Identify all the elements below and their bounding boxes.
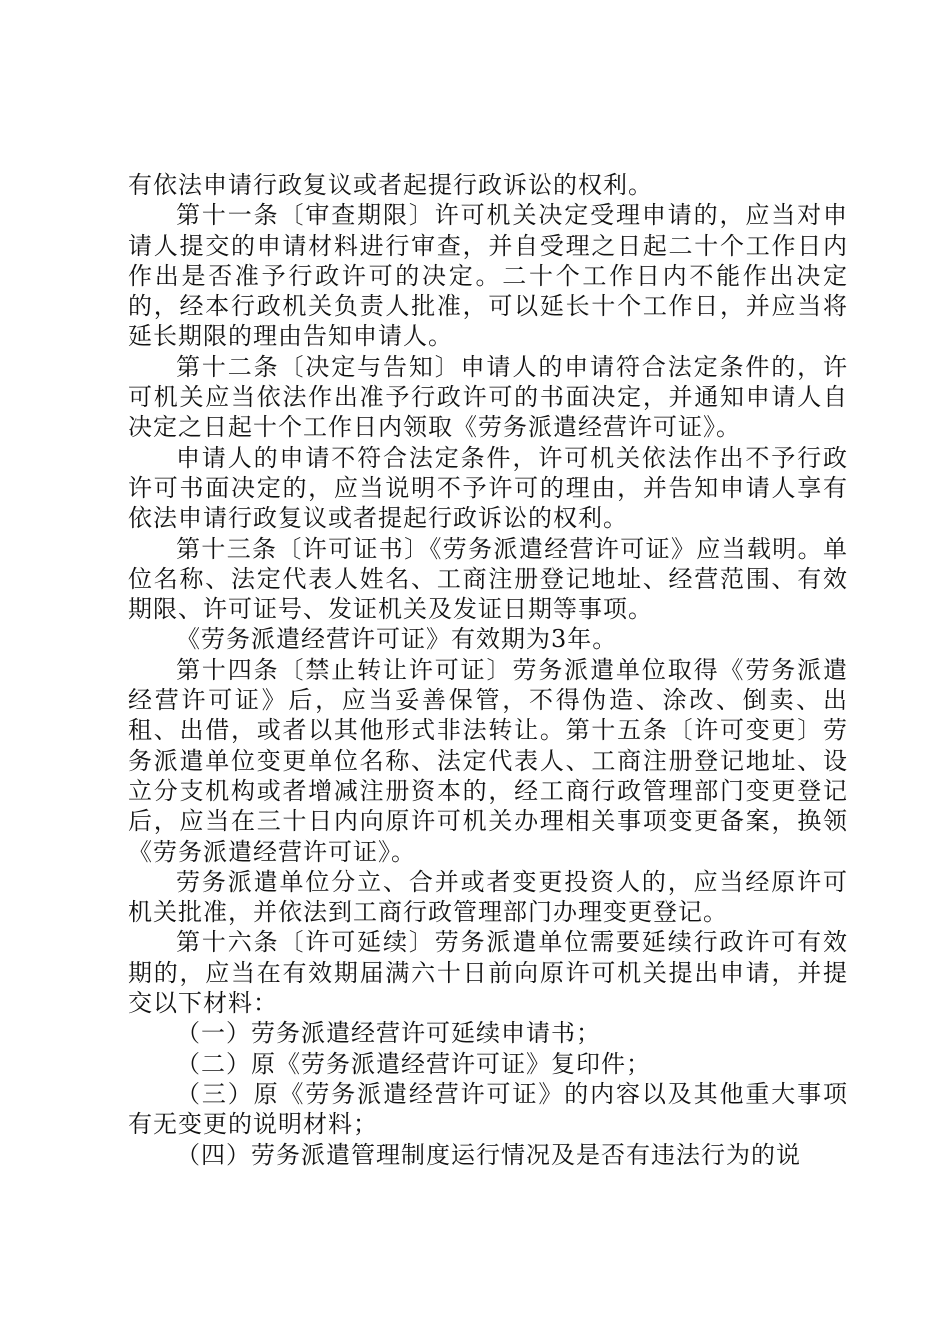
document-body	[128, 170, 848, 1170]
paragraph: 劳务派遣单位分立、合并或者变更投资人的，应当经原许可机关批准，并依法到工商行政管理部门办理变更登记。	[128, 867, 848, 927]
paragraph: 第十六条〔许可延续〕劳务派遣单位需要延续行政许可有效期的，应当在有效期届满六十日前向原许可机关提出申请，并提交以下材料：	[128, 928, 848, 1018]
paragraph: 第十一条〔审查期限〕许可机关决定受理申请的，应当对申请人提交的申请材料进行审查，并自受理之日起二十个工作日内作出是否准予行政许可的决定。二十个工作日内不能作出决定的，经本行政机关负责人批准，可以延长十个工作日，并应当将延长期限的理由告知申请人。	[128, 201, 848, 351]
paragraph: 第十二条〔决定与告知〕申请人的申请符合法定条件的，许可机关应当依法作出准予行政许可的书面决定，并通知申请人自决定之日起十个工作日内领取《劳务派遣经营许可证》。	[128, 352, 848, 442]
paragraph: 第十三条〔许可证书〕《劳务派遣经营许可证》应当载明。单位名称、法定代表人姓名、工商注册登记地址、经营范围、有效期限、许可证号、发证机关及发证日期等事项。	[128, 534, 848, 624]
paragraph: 申请人的申请不符合法定条件，许可机关依法作出不予行政许可书面决定的，应当说明不予许可的理由，并告知申请人享有依法申请行政复议或者提起行政诉讼的权利。	[128, 443, 848, 533]
paragraph: 《劳务派遣经营许可证》有效期为3年。	[176, 625, 618, 654]
list-item: （一）劳务派遣经营许可延续申请书；	[176, 1019, 601, 1048]
list-item: （三）原《劳务派遣经营许可证》的内容以及其他重大事项有无变更的说明材料；	[128, 1079, 848, 1139]
paragraph: 第十四条〔禁止转让许可证〕劳务派遣单位取得《劳务派遣经营许可证》后，应当妥善保管，不得伪造、涂改、倒卖、出租、出借，或者以其他形式非法转让。第十五条〔许可变更〕劳务派遣单位变更单位名称、法定代表人、工商注册登记地址、设立分支机构或者增减注册资本的，经工商行政管理部门变更登记后，应当在三十日内向原许可机关办理相关事项变更备案，换领《劳务派遣经营许可证》。	[128, 655, 848, 866]
list-item: （四）劳务派遣管理制度运行情况及是否有违法行为的说	[176, 1140, 801, 1169]
paragraph: 有依法申请行政复议或者起提行政诉讼的权利。	[128, 171, 653, 199]
list-item: （二）原《劳务派遣经营许可证》复印件；	[176, 1049, 651, 1078]
